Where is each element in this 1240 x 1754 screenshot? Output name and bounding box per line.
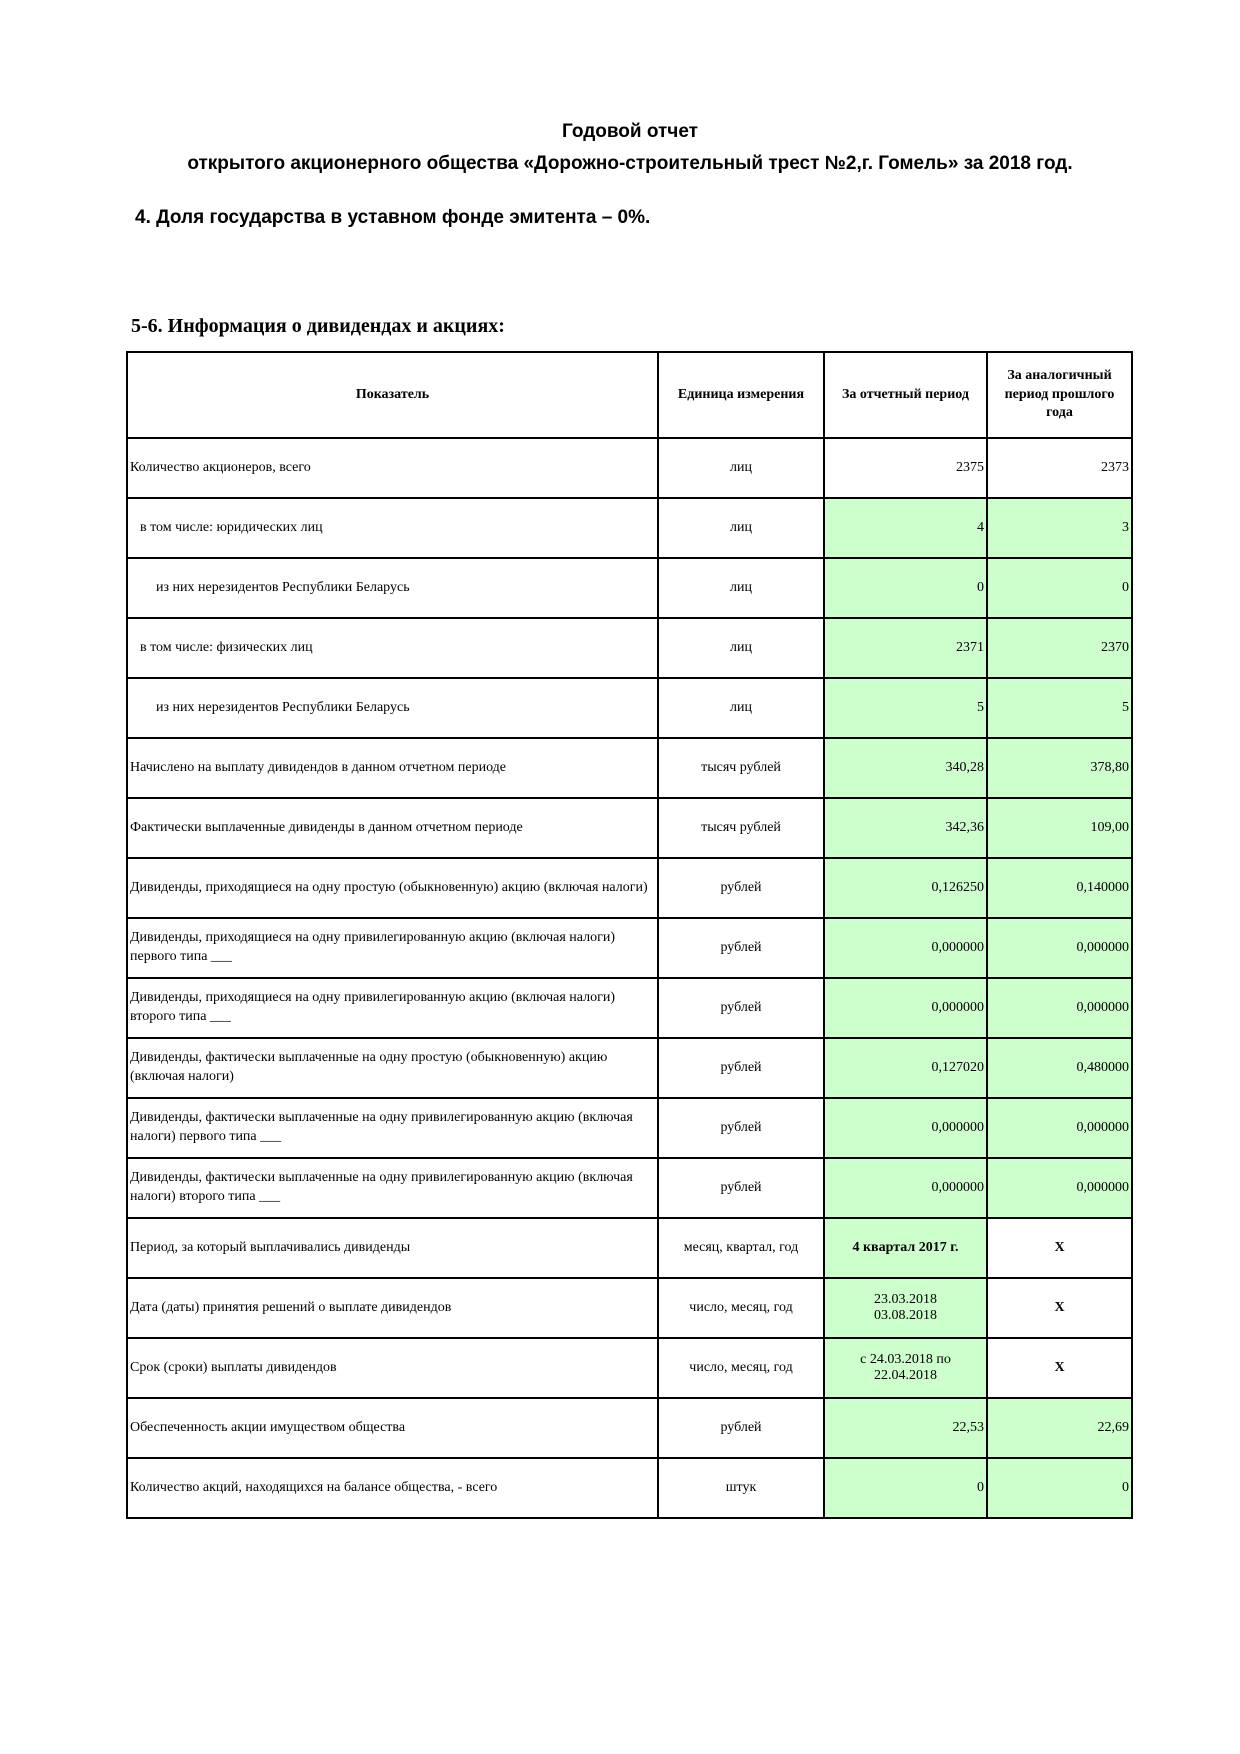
table-row <box>127 498 1132 558</box>
row-unit: лиц <box>658 618 824 678</box>
row-label: Дивиденды, фактически выплаченные на одну привилегированную акцию (включая налоги) второго типа ___ <box>127 1158 658 1218</box>
table-row <box>127 1098 1132 1158</box>
row-label: из них нерезидентов Республики Беларусь <box>127 678 658 738</box>
decision-date-2: 03.08.2018 <box>874 1308 937 1323</box>
row-unit: штук <box>658 1458 824 1518</box>
row-unit: лиц <box>658 498 824 558</box>
row-previous-value: Х <box>987 1278 1132 1338</box>
row-current-value: 0,000000 <box>824 978 987 1038</box>
row-unit: рублей <box>658 1098 824 1158</box>
report-title: Годовой отчет <box>562 121 698 142</box>
report-subtitle: открытого акционерного общества «Дорожно-строительный трест №2,г. Гомель» за 2018 год. <box>187 153 1073 174</box>
row-previous-value: 2370 <box>987 618 1132 678</box>
row-current-value: 0,000000 <box>824 1158 987 1218</box>
row-previous-value: 0,000000 <box>987 978 1132 1038</box>
table-row <box>127 918 1132 978</box>
decision-date-1: 23.03.2018 <box>874 1292 937 1307</box>
payment-term-line-2: 22.04.2018 <box>874 1368 937 1383</box>
row-current-value <box>824 1338 987 1398</box>
row-label: Начислено на выплату дивидендов в данном отчетном периоде <box>127 738 658 798</box>
row-previous-value: 2373 <box>987 438 1132 498</box>
row-unit: рублей <box>658 918 824 978</box>
table-row <box>127 438 1132 498</box>
row-label: Обеспеченность акции имуществом общества <box>127 1398 658 1458</box>
row-unit: тысяч рублей <box>658 798 824 858</box>
row-unit: лиц <box>658 558 824 618</box>
table-row <box>127 738 1132 798</box>
row-previous-value: 0,000000 <box>987 1098 1132 1158</box>
row-label: Дивиденды, приходящиеся на одну привилегированную акцию (включая налоги) первого типа ___ <box>127 918 658 978</box>
row-current-value: 4 <box>824 498 987 558</box>
header-unit: Единица измерения <box>658 352 824 438</box>
row-unit: рублей <box>658 858 824 918</box>
dividends-table <box>126 351 1133 1519</box>
row-label: в том числе: физических лиц <box>127 618 658 678</box>
row-current-value: 0,000000 <box>824 1098 987 1158</box>
row-current-value: 0,127020 <box>824 1038 987 1098</box>
table-row <box>127 858 1132 918</box>
row-current-value: 4 квартал 2017 г. <box>824 1218 987 1278</box>
table-row <box>127 678 1132 738</box>
row-current-value: 5 <box>824 678 987 738</box>
row-current-value: 0,000000 <box>824 918 987 978</box>
row-current-value <box>824 1278 987 1338</box>
table-row <box>127 1038 1132 1098</box>
table-row <box>127 1278 1132 1338</box>
row-unit: месяц, квартал, год <box>658 1218 824 1278</box>
row-unit: число, месяц, год <box>658 1338 824 1398</box>
row-label: Дата (даты) принятия решений о выплате дивидендов <box>127 1278 658 1338</box>
table-header-row <box>127 352 1132 438</box>
row-label: Дивиденды, фактически выплаченные на одну привилегированную акцию (включая налоги) первого типа ___ <box>127 1098 658 1158</box>
row-label: Количество акций, находящихся на балансе общества, - всего <box>127 1458 658 1518</box>
header-current-period: За отчетный период <box>824 352 987 438</box>
row-current-value: 2375 <box>824 438 987 498</box>
table-row <box>127 798 1132 858</box>
row-previous-value: 3 <box>987 498 1132 558</box>
table-row <box>127 558 1132 618</box>
row-label: Дивиденды, приходящиеся на одну простую (обыкновенную) акцию (включая налоги) <box>127 858 658 918</box>
row-previous-value: Х <box>987 1338 1132 1398</box>
row-previous-value: Х <box>987 1218 1132 1278</box>
row-label: Количество акционеров, всего <box>127 438 658 498</box>
row-label: в том числе: юридических лиц <box>127 498 658 558</box>
row-previous-value: 0,000000 <box>987 918 1132 978</box>
row-unit: рублей <box>658 1038 824 1098</box>
row-label: из них нерезидентов Республики Беларусь <box>127 558 658 618</box>
row-label: Дивиденды, приходящиеся на одну привилегированную акцию (включая налоги) второго типа ___ <box>127 978 658 1038</box>
state-share-text: 4. Доля государства в уставном фонде эмитента – 0%. <box>135 207 651 228</box>
row-label: Срок (сроки) выплаты дивидендов <box>127 1338 658 1398</box>
table-row <box>127 1158 1132 1218</box>
row-unit: рублей <box>658 1158 824 1218</box>
row-label: Фактически выплаченные дивиденды в данном отчетном периоде <box>127 798 658 858</box>
table-row <box>127 1338 1132 1398</box>
row-previous-value: 0 <box>987 558 1132 618</box>
row-unit: лиц <box>658 678 824 738</box>
row-current-value: 342,36 <box>824 798 987 858</box>
row-unit: лиц <box>658 438 824 498</box>
table-row <box>127 618 1132 678</box>
row-current-value: 0 <box>824 558 987 618</box>
header-indicator: Показатель <box>127 352 658 438</box>
row-previous-value: 0 <box>987 1458 1132 1518</box>
row-previous-value: 0,140000 <box>987 858 1132 918</box>
row-previous-value: 0,480000 <box>987 1038 1132 1098</box>
row-label: Период, за который выплачивались дивиденды <box>127 1218 658 1278</box>
row-unit: число, месяц, год <box>658 1278 824 1338</box>
row-current-value: 0,126250 <box>824 858 987 918</box>
table-row <box>127 978 1132 1038</box>
row-previous-value: 22,69 <box>987 1398 1132 1458</box>
header-previous-period: За аналогичный период прошлого года <box>987 352 1132 438</box>
row-previous-value: 378,80 <box>987 738 1132 798</box>
table-row <box>127 1458 1132 1518</box>
row-previous-value: 5 <box>987 678 1132 738</box>
row-current-value: 22,53 <box>824 1398 987 1458</box>
row-previous-value: 0,000000 <box>987 1158 1132 1218</box>
row-current-value: 2371 <box>824 618 987 678</box>
section-title: 5-6. Информация о дивидендах и акциях: <box>131 315 505 337</box>
table-row <box>127 1398 1132 1458</box>
table-row <box>127 1218 1132 1278</box>
row-current-value: 0 <box>824 1458 987 1518</box>
row-label: Дивиденды, фактически выплаченные на одну простую (обыкновенную) акцию (включая налоги) <box>127 1038 658 1098</box>
row-previous-value: 109,00 <box>987 798 1132 858</box>
row-unit: тысяч рублей <box>658 738 824 798</box>
row-unit: рублей <box>658 978 824 1038</box>
row-current-value: 340,28 <box>824 738 987 798</box>
payment-term-line-1: с 24.03.2018 по <box>860 1352 951 1367</box>
row-unit: рублей <box>658 1398 824 1458</box>
